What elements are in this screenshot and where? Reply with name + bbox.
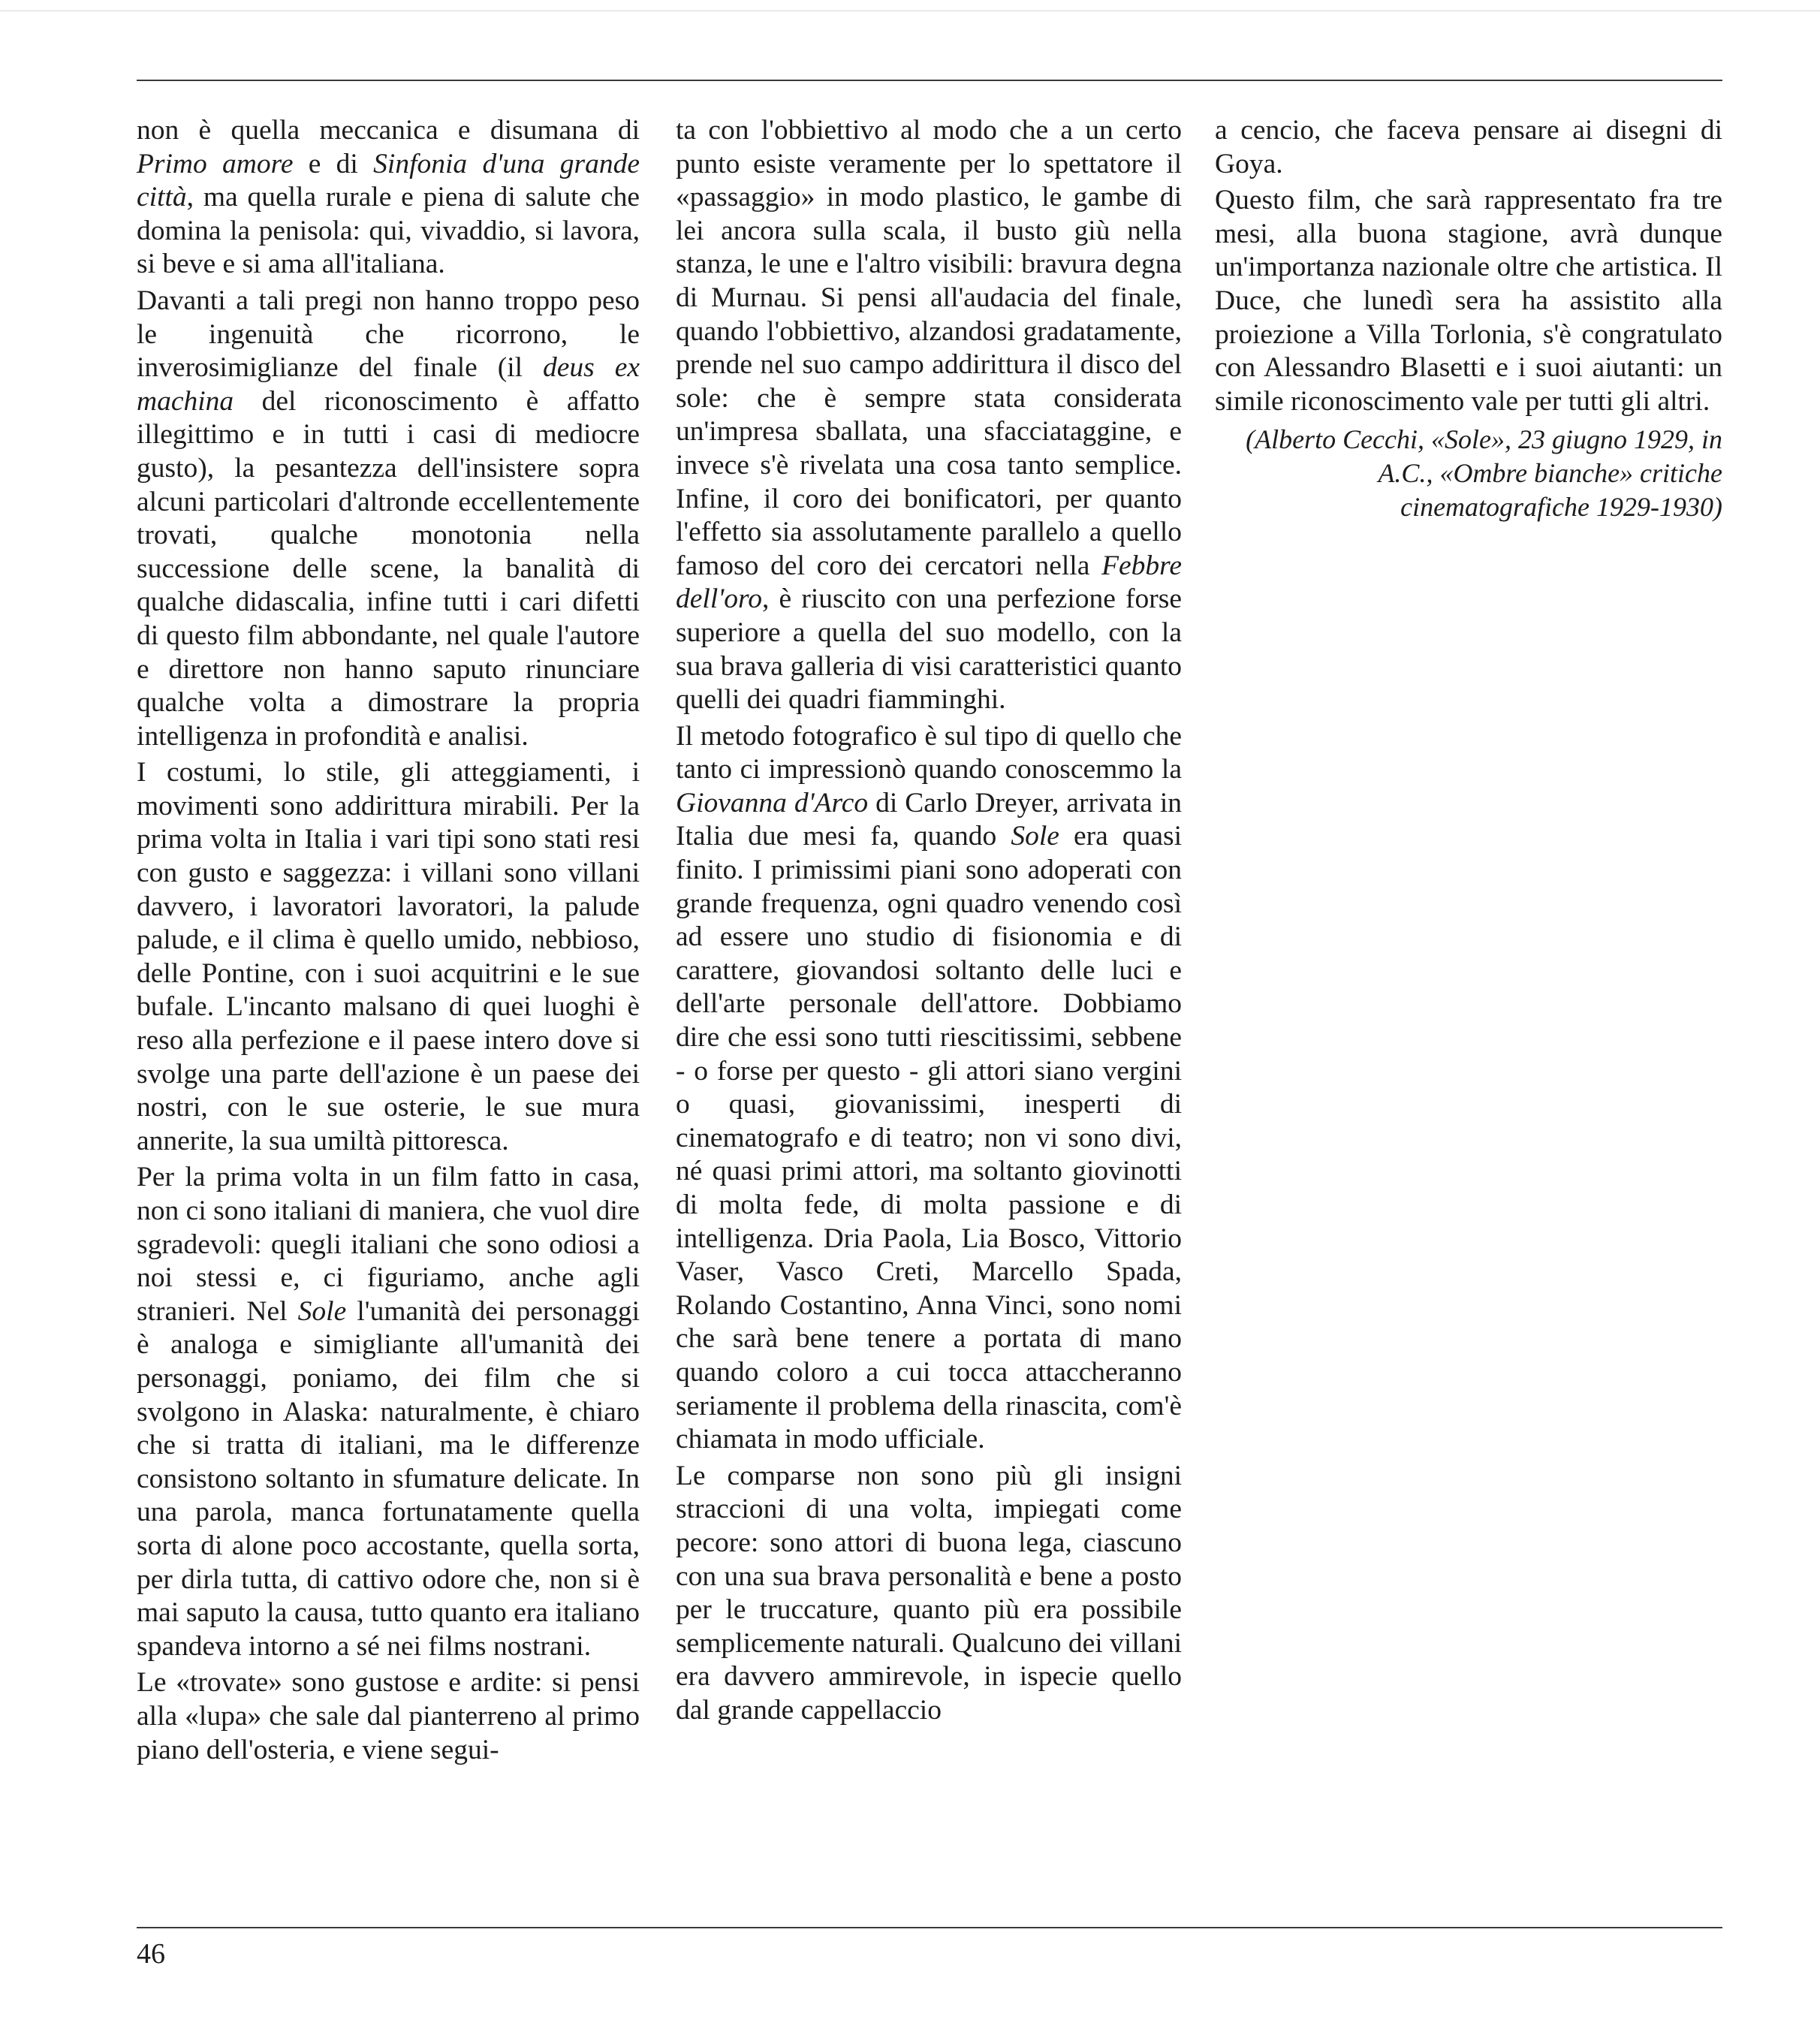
text-run: I costumi, lo stile, gli atteggiamenti, i movimenti sono addirittura mirabili. Per la prima volta in Italia i vari tipi sono stati resi con gusto e saggezza: i villani sono villani davvero, i lavoratori lavoratori, la palude palude, e il clima è quello umido, nebbioso, delle Pontine, con i suoi acquitrini e le sue bufale. L'incanto malsano di quei luoghi è reso alla perfezione e il paese intero dove si svolge una parte dell'azione è un paese dei nostri, con le sue osterie, le sue mura annerite, la sua umiltà pittoresca. [137,757,640,1156]
text-run: non è quella meccanica e disumana di [137,115,640,146]
text-run: , è riuscito con una perfezione forse superiore a quella del suo modello, con la sua brava galleria di visi caratteristici quanto quelli dei quadri fiamminghi. [676,583,1182,716]
italic-title: Febbre dell'oro [676,550,1182,615]
text-run: di Carlo Dreyer, arrivata in Italia due mesi fa, quando [676,787,1182,852]
text-column-2 [676,114,1182,1728]
top-rule [137,80,1722,81]
italic-title: deus ex machina [137,352,640,417]
text-run: Le «trovate» sono gustose e ardite: si pensi alla «lupa» che sale dal pianterreno al primo piano dell'osteria, e viene segui- [137,1667,640,1765]
paragraph [1215,184,1722,418]
paragraph [676,1460,1182,1728]
text-run: Davanti a tali pregi non hanno troppo peso le ingenuità che ricorrono, le inverosimiglianze del finale (il [137,285,640,384]
citation-line: (Alberto Cecchi, «Sole», 23 giugno 1929, in [1246,424,1722,455]
text-run: Per la prima volta in un film fatto in casa, non ci sono italiani di maniera, che vuol dire sgradevoli: quegli italiani che sono odiosi a noi stessi e, ci figuriamo, anche agli stranieri. Nel [137,1162,640,1327]
text-run: l'umanità dei personaggi è analoga e simigliante all'umanità dei personaggi, poniamo, dei film che si svolgono in Alaska: naturalmente, è chiaro che si tratta di italiani, ma le differenze consistono soltanto in sfumature delicate. In una parola, manca fortunatamente quella sorta di alone poco accostante, quella sorta, per dirla tutta, di cattivo odore che, non si è mai saputo la causa, tutto quanto era italiano spandeva intorno a sé nei films nostrani. [137,1295,640,1662]
text-column-3 [1215,114,1722,523]
text-run: Il metodo fotografico è sul tipo di quello che tanto ci impressionò quando conoscemmo la [676,720,1182,785]
text-run: a cencio, che faceva pensare ai disegni di Goya. [1215,115,1722,179]
paragraph [676,720,1182,1457]
citation [1215,423,1722,523]
citation-line: cinematografiche 1929-1930) [1400,491,1722,522]
italic-title: Giovanna d'Arco [676,787,869,819]
text-run: e di [293,148,374,179]
italic-title: Primo amore [137,148,294,179]
text-run: del riconoscimento è affatto illegittimo e in tutti i casi di mediocre gusto), la pesantezza dell'insistere sopra alcuni particolari d'altronde eccellentemente trovati, qualche monotonia nella successione delle scene, la banalità di qualche didascalia, infine tutti i cari difetti di questo film abbondante, nel quale l'autore e direttore non hanno saputo rinunciare qualche volta a dimostrare la propria intelligenza in profondità e analisi. [137,385,640,752]
paragraph [1215,114,1722,181]
italic-title: Sole [1011,821,1059,852]
text-run: Questo film, che sarà rappresentato fra tre mesi, alla buona stagione, avrà dunque un'importanza nazionale oltre che artistica. Il Duce, che lunedì sera ha assistito alla proiezione a Villa Torlonia, s'è congratulato con Alessandro Blasetti e i suoi aiutanti: un simile riconoscimento vale per tutti gli altri. [1215,185,1722,417]
page-number: 46 [137,1938,165,1970]
bottom-rule [137,1927,1722,1928]
paragraph [676,114,1182,717]
text-run: era quasi finito. I primissimi piani sono adoperati con grande frequenza, ogni quadro venendo così ad essere uno studio di fisionomia e di carattere, giovandosi soltanto delle luci e dell'arte personale dell'attore. Dobbiamo dire che essi sono tutti riescitissimi, sebbene - o forse per questo - gli attori siano vergini o quasi, giovanissimi, inesperti di cinematografo e di teatro; non vi sono divi, né quasi primi attori, ma soltanto giovinotti di molta fede, di molta passione e di intelligenza. Dria Paola, Lia Bosco, Vittorio Vaser, Vasco Creti, Marcello Spada, Rolando Costantino, Anna Vinci, sono nomi che sarà bene tenere a portata di mano quando coloro a cui tocca attaccheranno seriamente il problema della rinascita, com'è chiamata in modo ufficiale. [676,821,1183,1455]
text-run: ta con l'obbiettivo al modo che a un certo punto esiste veramente per lo spettatore il «passaggio» in modo plastico, le gambe di lei ancora sulla scala, il busto giù nella stanza, le une e l'altro visibili: bravura degna di Murnau. Si pensi all'audacia del finale, quando l'obbiettivo, alzandosi gradatamente, prende nel suo campo addirittura il disco del sole: che è sempre stata considerata un'impresa sballata, una sfacciataggine, e invece s'è rivelata una cosa tanto semplice. Infine, il coro dei bonificatori, per quanto l'effetto sia assolutamente parallelo a quello famoso del coro dei cercatori nella [676,115,1182,581]
paragraph [137,1161,640,1663]
citation-line: A.C., «Ombre bianche» critiche [1378,457,1722,488]
paragraph [137,285,640,753]
text-column-1 [137,114,640,1767]
text-run: Le comparse non sono più gli insigni straccioni di una volta, impiegati come pecore: sono attori di buona lega, ciascuno con una sua brava personalità e bene a posto per le truccature, quanto più era possibile semplicemente naturali. Qualcuno dei villani era davvero ammirevole, in ispecie quello dal grande cappellaccio [676,1460,1182,1726]
paragraph [137,114,640,282]
text-run: , ma quella rurale e piena di salute che domina la penisola: qui, vivaddio, si lavora, si beve e si ama all'italiana. [137,182,640,280]
paragraph [137,756,640,1158]
italic-title: Sinfonia d'una grande città [137,148,640,213]
italic-title: Sole [297,1295,347,1327]
paragraph [137,1666,640,1767]
